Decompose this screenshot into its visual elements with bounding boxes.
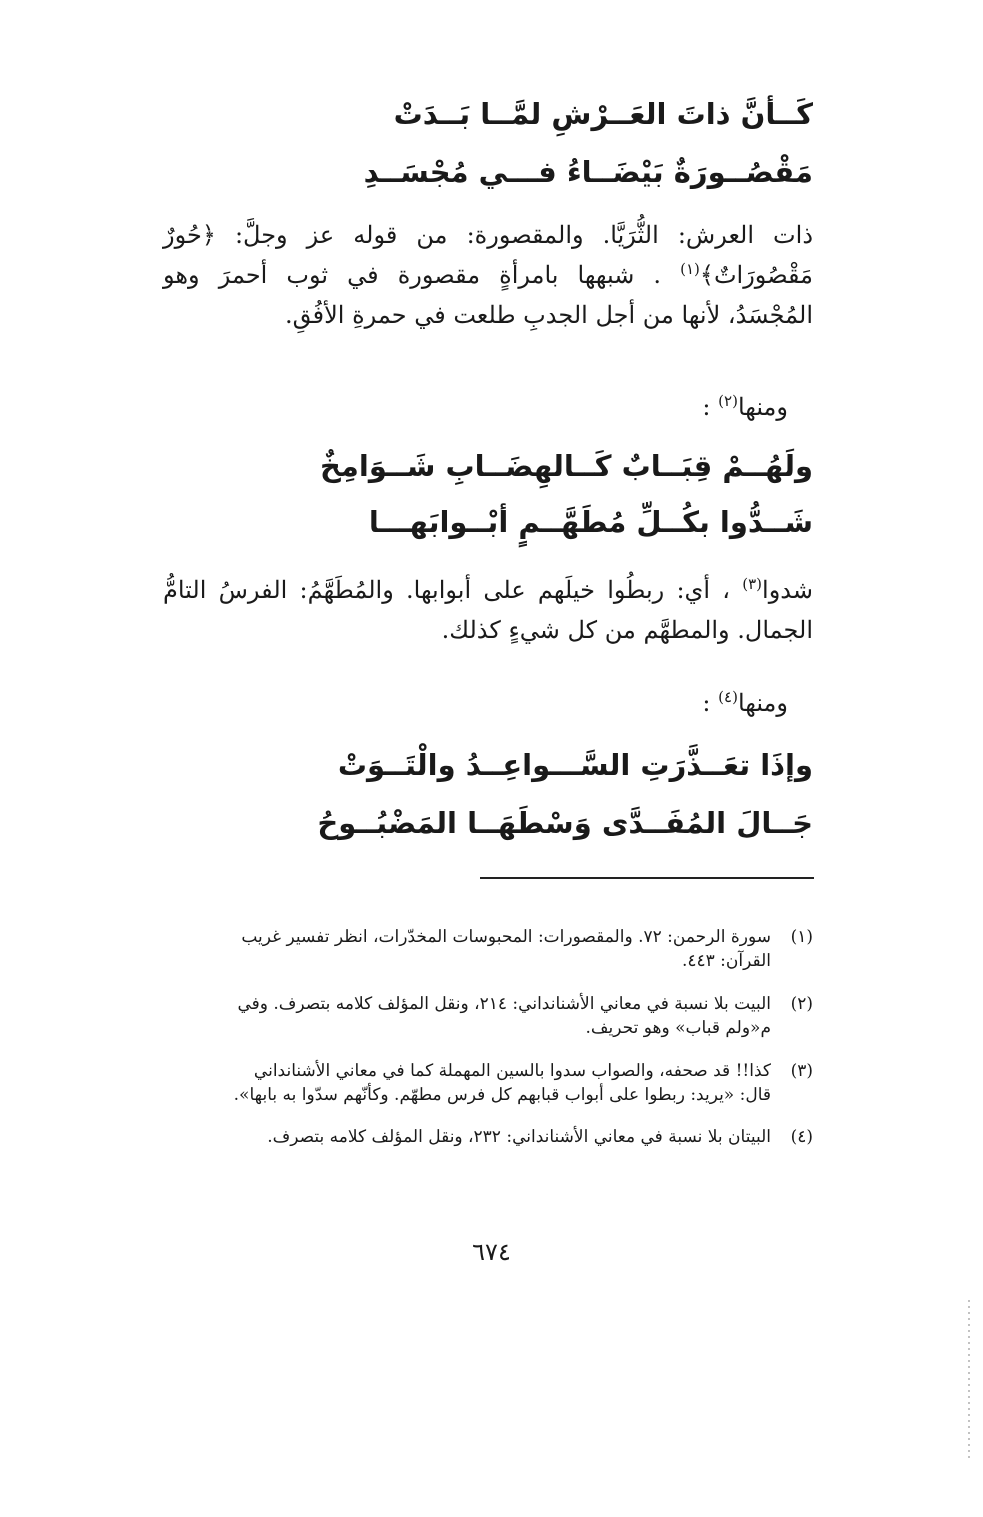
- commentary-1-text: ذات العرش: الثُّرَيَّا. والمقصورة: من قوله عز وجلَّ: ﴿حُورٌ مَقْصُورَاتٌ﴾: [163, 221, 813, 289]
- footnote-ref-1: (١): [680, 260, 700, 278]
- commentary-2-text: شدوا: [762, 576, 813, 604]
- intro-2: [138, 387, 788, 427]
- footnote-ref-2: (٢): [718, 392, 738, 410]
- poem-1-line-2: مَقْصُــورَةٌ بَيْضَــاءُ فـــي مُجْسَــدِ: [363, 155, 813, 189]
- poem-3-line-2: جَــالَ المُفَــدَّى وَسْطَهَــا المَضْبُــوحُ: [317, 806, 813, 840]
- footnote-2-line-1: البيت بلا نسبة في معاني الأشنانداني: ٢١٤، ونقل المؤلف كلامه بتصرف. وفي: [237, 994, 771, 1014]
- intro-2-colon: :: [702, 393, 711, 421]
- poem-2-line-2: شَــدُّوا بكُــلِّ مُطَهَّــمٍ أبْــوابَهـــا: [368, 505, 813, 539]
- footnote-1-line-2: القرآن: ٤٤٣.: [681, 951, 771, 971]
- footnote-ref-3: (٣): [742, 575, 763, 593]
- commentary-2: [163, 570, 813, 650]
- page-number: ٦٧٤: [472, 1238, 511, 1266]
- footnote-1-line-1: سورة الرحمن: ٧٢. والمقصورات: المحبوسات المخدّرات، انظر تفسير غريب: [241, 927, 771, 947]
- footnote-3: [153, 1059, 813, 1107]
- footnote-2: [153, 992, 813, 1040]
- commentary-1: [163, 215, 813, 335]
- footnote-3-number: (٣): [790, 1061, 813, 1081]
- commentary-2-text-cont: ، أي: ربطُوا خيلَهم على أبوابها. والمُطَهَّمُ: الفرسُ التامُّ الجمال. والمطهَّم من كل شيءٍ كذلك.: [163, 576, 813, 644]
- poem-3-line-1: وإذَا تعَــذَّرَتِ السَّـــواعِــدُ والْتَــوَتْ: [337, 748, 813, 782]
- footnote-2-number: (٢): [790, 994, 813, 1014]
- intro-3: [138, 683, 788, 723]
- footnote-3-line-2: قال: «يريد: ربطوا على أبواب قبابهم كل فرس مطهّم. وكأنّهم سدّوا به بابها».: [233, 1085, 771, 1105]
- poem-2-line-1: ولَهُــمْ قِبَــابٌ كَــالهِضَــابِ شَــوَامِخٌ: [320, 449, 813, 483]
- footnote-1: [153, 925, 813, 973]
- commentary-1-text-cont: . شبهها بامرأةٍ مقصورة في ثوب أحمرَ وهو المُجْسَدُ، لأنها من أجل الجدبِ طلعت في حمرةِ الأفُقِ.: [163, 261, 813, 329]
- intro-2-text: ومنها: [737, 393, 788, 421]
- scan-edge-artifact: [968, 1300, 970, 1460]
- footnote-2-line-2: م«ولم قباب» وهو تحريف.: [585, 1018, 771, 1038]
- footnote-4: [153, 1125, 813, 1149]
- intro-3-colon: :: [702, 689, 711, 717]
- footnote-4-number: (٤): [790, 1127, 813, 1147]
- footnote-separator: [480, 877, 814, 879]
- footnote-4-line-1: البيتان بلا نسبة في معاني الأشنانداني: ٢٣٢، ونقل المؤلف كلامه بتصرف.: [267, 1127, 771, 1147]
- footnote-3-line-1: كذا!! قد صحفه، والصواب سدوا بالسين المهملة كما في معاني الأشنانداني: [253, 1061, 771, 1081]
- footnote-1-number: (١): [790, 927, 813, 947]
- footnote-ref-4: (٤): [718, 688, 738, 706]
- poem-1-line-1: كَــأنَّ ذاتَ العَــرْشِ لمَّــا بَــدَتْ: [393, 97, 813, 131]
- intro-3-text: ومنها: [737, 689, 788, 717]
